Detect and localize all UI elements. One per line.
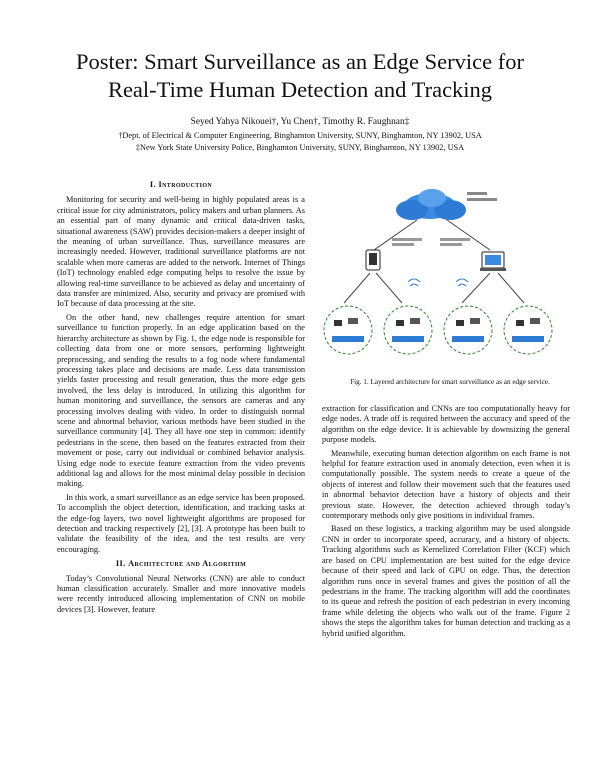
left-column (57, 180, 305, 615)
edge-cluster-4 (504, 306, 552, 354)
edge-cluster-2 (384, 306, 432, 354)
authors: Seyed Yahya Nikouei†, Yu Chen†, Timothy R. Faughnan‡ (190, 117, 410, 127)
affiliation-2: ‡New York State University Police, Binghamton University, SUNY, Binghamton, NY 13902, USA (135, 143, 465, 152)
right-column (322, 404, 570, 639)
architecture-paragraph-3: Meanwhile, executing human detection algorithm on each frame is not helpful for feature extraction used in anomaly detection, even when it is computationally possible. The system needs to create a queue of the objects of interest and follow their movement such that the features used in abnormal behavior detection have a history of objects and their previous state. However, the detection achieved through today’s contemporary methods only give positions in individual frames. (322, 448, 570, 521)
architecture-paragraph-1: Today’s Convolutional Neural Networks (CNN) are able to conduct human classification accurately. Smaller and more innovative models were recently introduced allowing implementation of CNN on mobile devices [3]. However, feature (57, 573, 305, 614)
fog-node-left-icon (366, 250, 380, 270)
architecture-paragraph-4: Based on these logistics, a tracking algorithm may be used alongside CNN in order to incorporate speed, accuracy, and a history of objects. Tracking algorithms such as Kernelized Correlation Filter (KCF) which are based on CPU implementation are best suited for the edge device because of their speed and lack of GPU on edge. Thus, the detection algorithm runs once in several frames and gives the position of all the pedestrians in the frame. The tracking algorithm will add the coordinates to its queue and refresh the position of each pedestrian in every incoming frame while deleting the objects who walk out of the frame. Figure 2 shows the steps the algorithm takes for human detection and tracking as a hybrid unified algorithm. (322, 524, 570, 638)
intro-paragraph-3: In this work, a smart surveillance as an edge service has been proposed. To accomplish the object detection, identification, and tracking tasks at the edge-fog layers, two novel lightweight algorithms are proposed for detection and tracking respectively [2], [3]. A prototype has been built to validate the feasibility of the idea, and the test results are very encouraging. (57, 492, 305, 554)
cloud-icon (396, 189, 466, 220)
section-heading-introduction: I. Introduction (149, 180, 213, 189)
edge-cluster-1 (324, 306, 372, 354)
fog-node-right-icon (480, 252, 506, 271)
paper-title (30, 48, 570, 104)
cloud-label-icon (467, 192, 497, 201)
section-heading-architecture: II. Architecture and Algorithm (115, 559, 247, 569)
figure-1-architecture-diagram (312, 178, 572, 368)
fog-label-placeholder (392, 238, 470, 246)
figure-1-caption: Fig. 1. Layered architecture for smart surveillance as an edge service. (350, 378, 550, 386)
title-line-1: Poster: Smart Surveillance as an Edge Service for (76, 49, 524, 74)
edge-cluster-3 (444, 306, 492, 354)
title-line-2: Real-Time Human Detection and Tracking (107, 77, 493, 102)
architecture-paragraph-2: extraction for classification and CNNs are too computationally heavy for edge nodes. A trade off is required between the accuracy and speed of the algorithm on the edge device. It is achievable by downsizing the general purpose models. (322, 404, 570, 445)
intro-paragraph-2: On the other hand, new challenges require attention for smart surveillance to function properly. In an edge application based on the hierarchy architecture as shown by Fig. 1, the edge node is responsible for collecting data from one or more sensors, performing lightweight preprocessing, and sending the results to a fog node where fundamental processing takes place and decisions are made. Less data transmission yields faster processing and result generation, thus the more edge gets involved, the less delay is introduced. In utilizing this algorithm for human monitoring and surveillance, the sensors are cameras and any processing involves dealing with video. In order to distinguish normal scene and abnormal behavior, various methods have been studied in the surveillance community [4]. They all have one step in common: identify pedestrians in the scene, then based on the features extracted from their movement or pose, carry out individual or combined behavior analysis. Using edge node to execute feature extraction from the video prevents additional lag and allows for the most minimal delay possible in decision making. (57, 312, 305, 489)
intro-paragraph-1: Monitoring for security and well-being in highly populated areas is a critical issue for city administrators, policy makers and urban planners. As an essential part of many dynamic and critical data-driven tasks, situational awareness (SAW) provides decision-makers a deeper insight of the meaning of urban surveillance. Thus, surveillance measures are increasingly needed. However, traditional surveillance platforms are not scalable when more cameras are added to the network. Internet of Things (IoT) technology enabled edge computing helps to resolve the issue by allowing real-time surveillance to be achieved as delay and uncertainty of data transfer are minimized. Also, security and privacy are promised with IoT because of data processing at the site. (57, 195, 305, 309)
affiliation-1: †Dept. of Electrical & Computer Engineering, Binghamton University, SUNY, Binghamton, NY 13902, USA (118, 131, 482, 140)
wireless-signal-icon (408, 279, 468, 286)
